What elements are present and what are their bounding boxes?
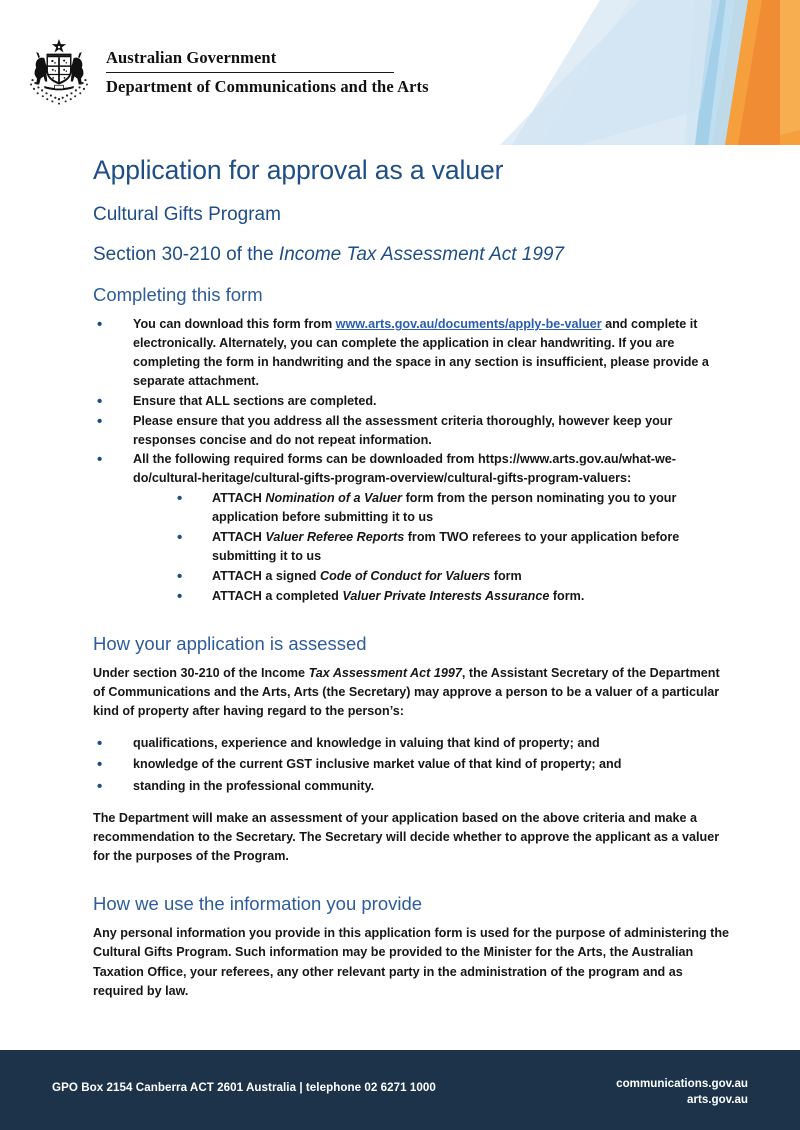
bullet-text-required-forms: All the following required forms can be downloaded from https://www.arts.gov.au/what-we-do/cultural-heritage/cultural-gifts-program-overview/cultural-gifts-program-valuers: xyxy=(133,452,676,486)
attach-1-pre: ATTACH xyxy=(212,530,266,545)
page-title: Application for approval as a valuer xyxy=(93,155,504,185)
list-item xyxy=(93,450,730,605)
section-heading-how-assessed: How your application is assessed xyxy=(93,632,367,654)
assessment-act-name: Tax Assessment Act 1997 xyxy=(308,665,462,680)
bullet-text-download-pre: You can download this form from xyxy=(133,317,336,332)
legislation-reference xyxy=(93,244,730,267)
attach-2-pre: ATTACH a signed xyxy=(212,568,320,583)
act-name: Income Tax Assessment Act 1997 xyxy=(278,244,565,266)
attach-3-pre: ATTACH a completed xyxy=(212,588,343,603)
attachments-subgroup xyxy=(133,489,730,605)
commonwealth-coat-of-arms-icon xyxy=(22,36,96,108)
footer-site-arts[interactable]: arts.gov.au xyxy=(687,1092,748,1106)
attach-2-form-name: Code of Conduct for Valuers xyxy=(319,568,491,583)
government-branding xyxy=(22,36,429,108)
department-name-text: Department of Communications and the Arts xyxy=(106,77,429,96)
list-item xyxy=(93,412,730,450)
attach-2-post: form xyxy=(490,568,522,583)
bullet-text-all-sections: Ensure that ALL sections are completed. xyxy=(133,393,377,408)
assessment-intro-pre: Under section 30-210 of the Income xyxy=(93,665,309,680)
list-item xyxy=(173,489,730,527)
completing-form-bullet-list xyxy=(93,315,730,605)
australian-government-text: Australian Government xyxy=(106,48,277,68)
attach-3-form-name: Valuer Private Interests Assurance xyxy=(342,588,550,603)
apply-be-valuer-link[interactable]: www.arts.gov.au/documents/apply-be-valuer xyxy=(335,317,602,332)
list-item xyxy=(173,528,730,566)
list-item xyxy=(93,315,730,391)
bullet-text-download-post: and complete it electronically. Alternately, you can complete the application in clear handwriting. If you are completing the form in handwriting and the space in any section is insufficient, please provide a separate attachment. xyxy=(133,317,709,388)
list-item xyxy=(173,567,730,586)
assessment-closing-paragraph: The Department will make an assessment of your application based on the above criteria and make a recommendation to the Secretary. The Secretary will decide whether to approve the applicant as a valuer for the purposes of the Program. xyxy=(93,810,720,863)
page-header xyxy=(0,0,800,150)
act-section-prefix: Section 30-210 of the xyxy=(93,244,279,266)
program-subtitle: Cultural Gifts Program xyxy=(93,204,281,226)
list-item xyxy=(173,587,730,606)
bullet-text-assessment-criteria: Please ensure that you address all the assessment criteria thoroughly, however keep your responses concise and do not repeat information. xyxy=(133,413,673,447)
attach-1-form-name: Valuer Referee Reports xyxy=(265,530,405,545)
attach-0-form-name: Nomination of a Valuer xyxy=(265,491,403,506)
decorative-header-graphic xyxy=(480,0,800,145)
privacy-paragraph: Any personal information you provide in this application form is used for the purpose of administering the Cultural Gifts Program. Such information may be provided to the Minister for the Arts, the Australian Taxation Office, your referees, any other relevant party in the administration of the program and as required by law. xyxy=(93,926,730,998)
government-wordmark xyxy=(106,46,429,97)
section-heading-completing-this-form: Completing this form xyxy=(93,284,263,306)
attach-3-post: form. xyxy=(549,588,585,603)
attachment-bullet-list xyxy=(173,489,730,605)
list-item: • qualifications, experience and knowledge in valuing that kind of property; and xyxy=(93,734,730,753)
attach-0-pre: ATTACH xyxy=(212,491,266,506)
list-item: • knowledge of the current GST inclusive market value of that kind of property; and xyxy=(93,755,730,774)
page-footer xyxy=(0,1050,800,1130)
attach-0-post: form from the person nominating you to your application before submitting it to us xyxy=(212,491,677,525)
list-item xyxy=(93,392,730,411)
document-body xyxy=(93,155,730,1014)
footer-address: GPO Box 2154 Canberra ACT 2601 Australia | telephone 02 6271 1000 xyxy=(52,1081,436,1094)
assessment-intro-post: , the Assistant Secretary of the Department of Communications and the Arts, Arts (the Secretary) may approve a person to be a valuer of a particular kind of property after having regard to the person’s: xyxy=(93,665,720,719)
list-item: • standing in the professional community. xyxy=(93,777,730,796)
footer-websites xyxy=(616,1076,748,1108)
attach-1-post: from TWO referees to your application before submitting it to us xyxy=(212,530,680,563)
section-heading-privacy: How we use the information you provide xyxy=(93,893,423,915)
assessment-intro-paragraph xyxy=(93,664,730,721)
assessment-criteria-list xyxy=(93,734,730,795)
footer-site-communications[interactable]: communications.gov.au xyxy=(616,1077,748,1090)
